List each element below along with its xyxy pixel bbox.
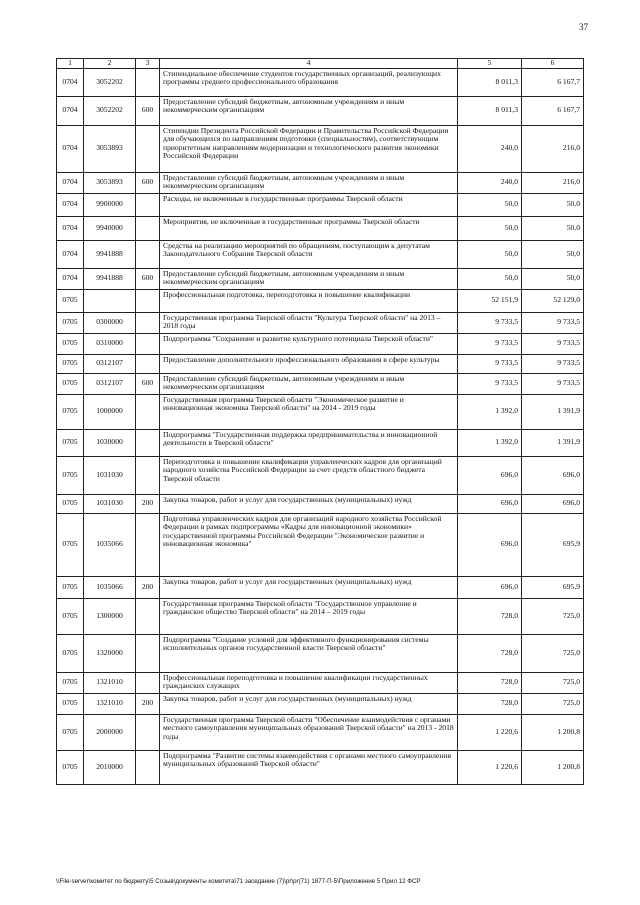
- section-cell: 0705: [57, 598, 84, 634]
- amount-plan-cell: 50,0: [458, 240, 522, 268]
- description-cell: Предоставление дополнительного профессионального образования в сфере культуры: [160, 354, 458, 373]
- amount-actual-cell: 9 733,5: [522, 354, 584, 373]
- amount-actual-cell: 695,9: [522, 576, 584, 598]
- amount-plan-cell: 696,0: [458, 494, 522, 513]
- description-cell: Государственная программа Тверской области "Обеспечение взаимодействия с органами местного самоуправления муниципальных образований Тверской области" на 2013 - 2018 годы: [160, 714, 458, 750]
- table-row: [57, 714, 584, 750]
- amount-actual-cell: 695,9: [522, 513, 584, 576]
- expense-type-cell: [136, 240, 160, 268]
- table-row: [57, 394, 584, 429]
- expense-type-cell: 600: [136, 172, 160, 193]
- expense-type-cell: 200: [136, 494, 160, 513]
- table-row: [57, 96, 584, 125]
- code-cell: 0312107: [84, 373, 136, 394]
- code-cell: 2010000: [84, 750, 136, 784]
- amount-actual-cell: 696,0: [522, 456, 584, 494]
- amount-actual-cell: 52 129,0: [522, 289, 584, 312]
- code-cell: 9941888: [84, 268, 136, 289]
- expense-type-cell: [136, 456, 160, 494]
- amount-plan-cell: 696,0: [458, 456, 522, 494]
- description-cell: Мероприятия, не включенные в государственные программы Тверской области: [160, 216, 458, 240]
- amount-plan-cell: 728,0: [458, 634, 522, 672]
- col-header: 3: [136, 59, 160, 69]
- description-cell: Стипендии Президента Российской Федерации и Правительства Российской Федерации для обучающихся по направлениям подготовки (специальностям), соответствующим приоритетным направлениям модернизации и технологического развития экономики Российской Федерации: [160, 125, 458, 172]
- section-cell: 0705: [57, 354, 84, 373]
- expense-type-cell: [136, 513, 160, 576]
- amount-actual-cell: 50,0: [522, 240, 584, 268]
- amount-plan-cell: 8 011,3: [458, 96, 522, 125]
- amount-plan-cell: 728,0: [458, 598, 522, 634]
- code-cell: 1031030: [84, 456, 136, 494]
- amount-plan-cell: 696,0: [458, 513, 522, 576]
- description-cell: Государственная программа Тверской области "Государственное управление и гражданское общество Тверской области" на 2014 – 2019 годы: [160, 598, 458, 634]
- table-row: [57, 373, 584, 394]
- amount-plan-cell: 52 151,9: [458, 289, 522, 312]
- amount-actual-cell: 725,0: [522, 693, 584, 714]
- description-cell: Расходы, не включенные в государственные программы Тверской области: [160, 193, 458, 216]
- section-cell: 0705: [57, 312, 84, 333]
- amount-actual-cell: 50,0: [522, 268, 584, 289]
- expense-type-cell: 200: [136, 693, 160, 714]
- amount-plan-cell: 8 011,3: [458, 68, 522, 96]
- table-row: [57, 693, 584, 714]
- code-cell: 1000000: [84, 394, 136, 429]
- col-header: 2: [84, 59, 136, 69]
- code-cell: 1030000: [84, 429, 136, 456]
- amount-plan-cell: 1 220,6: [458, 714, 522, 750]
- table-row: [57, 750, 584, 784]
- amount-plan-cell: 9 733,5: [458, 333, 522, 354]
- section-cell: 0705: [57, 634, 84, 672]
- page-number: 37: [579, 22, 588, 32]
- code-cell: 1035066: [84, 513, 136, 576]
- col-header: 1: [57, 59, 84, 69]
- section-cell: 0704: [57, 172, 84, 193]
- table-row: [57, 513, 584, 576]
- table-row: [57, 333, 584, 354]
- table-row: [57, 240, 584, 268]
- section-cell: 0705: [57, 750, 84, 784]
- table-row: [57, 268, 584, 289]
- code-cell: 1320000: [84, 634, 136, 672]
- description-cell: Предоставление субсидий бюджетным, автономным учреждениям и иным некоммерческим организациям: [160, 268, 458, 289]
- code-cell: 1300000: [84, 598, 136, 634]
- table-row: [57, 172, 584, 193]
- table-row: [57, 429, 584, 456]
- section-cell: 0704: [57, 125, 84, 172]
- table-row: [57, 634, 584, 672]
- section-cell: 0705: [57, 333, 84, 354]
- description-cell: Закупка товаров, работ и услуг для государственных (муниципальных) нужд: [160, 494, 458, 513]
- amount-plan-cell: 9 733,5: [458, 373, 522, 394]
- expense-type-cell: [136, 312, 160, 333]
- amount-plan-cell: 240,0: [458, 125, 522, 172]
- expense-type-cell: 600: [136, 373, 160, 394]
- section-cell: 0705: [57, 576, 84, 598]
- expense-type-cell: 200: [136, 576, 160, 598]
- section-cell: 0705: [57, 494, 84, 513]
- expense-type-cell: [136, 394, 160, 429]
- amount-actual-cell: 9 733,5: [522, 373, 584, 394]
- expense-type-cell: [136, 354, 160, 373]
- code-cell: 9941888: [84, 240, 136, 268]
- amount-actual-cell: 1 200,8: [522, 714, 584, 750]
- expense-type-cell: 600: [136, 268, 160, 289]
- file-path-footer: \\File-server\комитет по бюджету\5 Созыв\документы комитета\71 заседание (7)\pr\pr(71) 1877-П-5\Приложение 5 Прил 12 ФСР: [56, 878, 421, 885]
- description-cell: Предоставление субсидий бюджетным, автономным учреждениям и иным некоммерческим организациям: [160, 96, 458, 125]
- amount-plan-cell: 50,0: [458, 216, 522, 240]
- amount-actual-cell: 1 391,9: [522, 394, 584, 429]
- amount-plan-cell: 9 733,5: [458, 312, 522, 333]
- section-cell: 0705: [57, 513, 84, 576]
- expense-type-cell: [136, 333, 160, 354]
- expense-type-cell: [136, 750, 160, 784]
- section-cell: 0705: [57, 456, 84, 494]
- expense-type-cell: [136, 714, 160, 750]
- code-cell: 0300000: [84, 312, 136, 333]
- section-cell: 0705: [57, 289, 84, 312]
- table-row: [57, 672, 584, 693]
- code-cell: 0310000: [84, 333, 136, 354]
- code-cell: 0312107: [84, 354, 136, 373]
- code-cell: 1035066: [84, 576, 136, 598]
- description-cell: Подпрограмма "Государственная поддержка предпринимательства и инновационной деятельности в Тверской области": [160, 429, 458, 456]
- section-cell: 0704: [57, 96, 84, 125]
- amount-actual-cell: 725,0: [522, 672, 584, 693]
- description-cell: Государственная программа Тверской области "Экономическое развитие и инновационная экономика Тверской области" на 2014 - 2019 годы: [160, 394, 458, 429]
- table-row: [57, 598, 584, 634]
- expense-type-cell: [136, 193, 160, 216]
- amount-actual-cell: 50,0: [522, 193, 584, 216]
- description-cell: Стипендиальное обеспечение студентов государственных организаций, реализующих программы среднего профессионального образования: [160, 68, 458, 96]
- expense-type-cell: 600: [136, 96, 160, 125]
- section-cell: 0705: [57, 693, 84, 714]
- amount-actual-cell: 50,0: [522, 216, 584, 240]
- budget-table: [56, 58, 584, 785]
- table-row: [57, 216, 584, 240]
- col-header: 6: [522, 59, 584, 69]
- amount-actual-cell: 216,0: [522, 172, 584, 193]
- amount-plan-cell: 1 392,0: [458, 429, 522, 456]
- section-cell: 0704: [57, 268, 84, 289]
- expense-type-cell: [136, 68, 160, 96]
- expense-type-cell: [136, 672, 160, 693]
- code-cell: 1321010: [84, 672, 136, 693]
- code-cell: 2000000: [84, 714, 136, 750]
- expense-type-cell: [136, 125, 160, 172]
- code-cell: 1031030: [84, 494, 136, 513]
- amount-actual-cell: 1 391,9: [522, 429, 584, 456]
- code-cell: 3053893: [84, 172, 136, 193]
- table-row: [57, 494, 584, 513]
- amount-plan-cell: 728,0: [458, 672, 522, 693]
- table-row: [57, 289, 584, 312]
- col-header: 5: [458, 59, 522, 69]
- section-cell: 0704: [57, 240, 84, 268]
- table-row: [57, 354, 584, 373]
- section-cell: 0705: [57, 429, 84, 456]
- code-cell: 3052202: [84, 96, 136, 125]
- table-row: [57, 68, 584, 96]
- section-cell: 0704: [57, 216, 84, 240]
- amount-plan-cell: 50,0: [458, 193, 522, 216]
- description-cell: Профессиональная подготовка, переподготовка и повышение квалификации: [160, 289, 458, 312]
- description-cell: Подготовка управленческих кадров для организаций народного хозяйства Российской Федерации в рамках подпрограммы «Кадры для инновационной экономики» государственной программы Российской Федерации "Экономическое развитие и инновационная экономика": [160, 513, 458, 576]
- amount-actual-cell: 1 200,8: [522, 750, 584, 784]
- description-cell: Предоставление субсидий бюджетным, автономным учреждениям и иным некоммерческим организациям: [160, 373, 458, 394]
- amount-plan-cell: 240,0: [458, 172, 522, 193]
- expense-type-cell: [136, 598, 160, 634]
- code-cell: 9900000: [84, 193, 136, 216]
- code-cell: 1321010: [84, 693, 136, 714]
- table-row: [57, 312, 584, 333]
- code-cell: [84, 289, 136, 312]
- description-cell: Переподготовка и повышение квалификации управленческих кадров для организаций народного хозяйства Российской Федерации за счет средств областного бюджета Тверской области: [160, 456, 458, 494]
- expense-type-cell: [136, 429, 160, 456]
- amount-actual-cell: 6 167,7: [522, 96, 584, 125]
- amount-plan-cell: 696,0: [458, 576, 522, 598]
- col-header: 4: [160, 59, 458, 69]
- amount-actual-cell: 725,0: [522, 598, 584, 634]
- section-cell: 0705: [57, 394, 84, 429]
- table-row: [57, 456, 584, 494]
- description-cell: Предоставление субсидий бюджетным, автономным учреждениям и иным некоммерческим организациям: [160, 172, 458, 193]
- section-cell: 0704: [57, 68, 84, 96]
- amount-plan-cell: 728,0: [458, 693, 522, 714]
- amount-actual-cell: 9 733,5: [522, 312, 584, 333]
- description-cell: Закупка товаров, работ и услуг для государственных (муниципальных) нужд: [160, 576, 458, 598]
- code-cell: 3053893: [84, 125, 136, 172]
- description-cell: Закупка товаров, работ и услуг для государственных (муниципальных) нужд: [160, 693, 458, 714]
- amount-actual-cell: 6 167,7: [522, 68, 584, 96]
- amount-plan-cell: 9 733,5: [458, 354, 522, 373]
- description-cell: Государственная программа Тверской области "Культура Тверской области" на 2013 – 2018 годы: [160, 312, 458, 333]
- code-cell: 3052202: [84, 68, 136, 96]
- amount-plan-cell: 50,0: [458, 268, 522, 289]
- table-row: [57, 576, 584, 598]
- amount-plan-cell: 1 220,6: [458, 750, 522, 784]
- description-cell: Подпрограмма "Развитие системы взаимодействия с органами местного самоуправления муниципальных образований Тверской области": [160, 750, 458, 784]
- amount-actual-cell: 696,0: [522, 494, 584, 513]
- expense-type-cell: [136, 216, 160, 240]
- section-cell: 0705: [57, 672, 84, 693]
- code-cell: 9940000: [84, 216, 136, 240]
- section-cell: 0705: [57, 373, 84, 394]
- table-row: [57, 125, 584, 172]
- description-cell: Подпрограмма "Сохранение и развитие культурного потенциала Тверской области": [160, 333, 458, 354]
- amount-actual-cell: 216,0: [522, 125, 584, 172]
- amount-plan-cell: 1 392,0: [458, 394, 522, 429]
- section-cell: 0705: [57, 714, 84, 750]
- description-cell: Профессиональная переподготовка и повышение квалификации государственных гражданских служащих: [160, 672, 458, 693]
- table-row: [57, 193, 584, 216]
- description-cell: Подпрограмма "Создание условий для эффективного функционирования системы исполнительных органов государственной власти Тверской области": [160, 634, 458, 672]
- header-row: [57, 59, 584, 69]
- description-cell: Средства на реализацию мероприятий по обращениям, поступающим к депутатам Законодательного Собрания Тверской области: [160, 240, 458, 268]
- expense-type-cell: [136, 289, 160, 312]
- expense-type-cell: [136, 634, 160, 672]
- amount-actual-cell: 725,0: [522, 634, 584, 672]
- section-cell: 0704: [57, 193, 84, 216]
- amount-actual-cell: 9 733,5: [522, 333, 584, 354]
